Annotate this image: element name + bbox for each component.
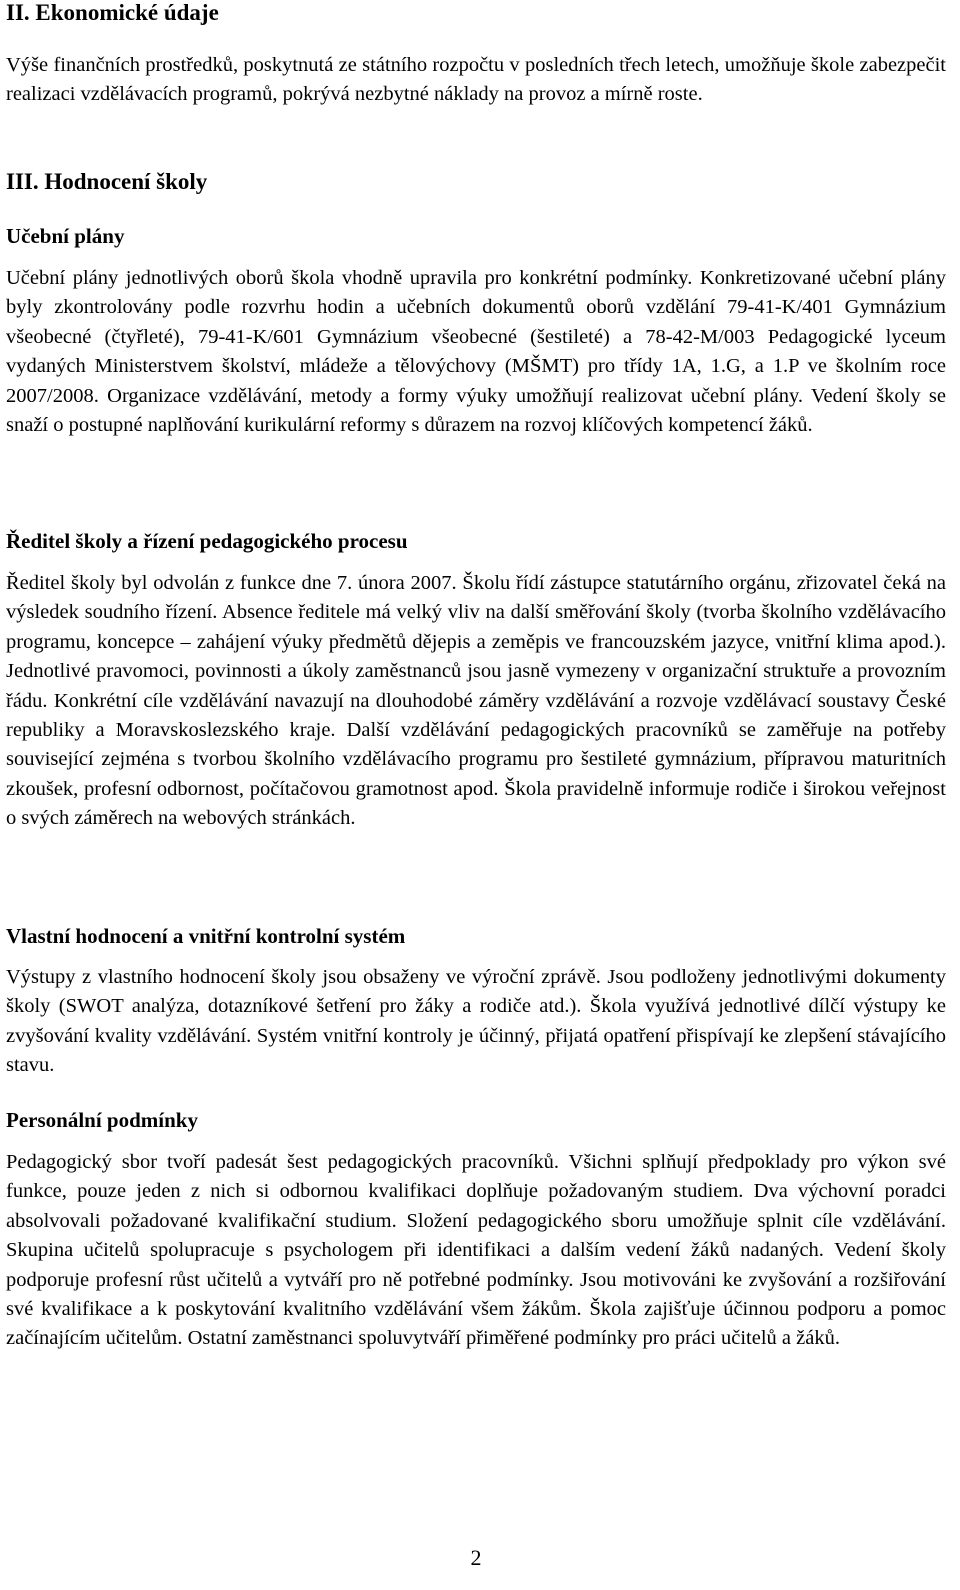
paragraph-curricula: Učební plány jednotlivých oborů škola vhodně upravila pro konkrétní podmínky. Konkretizované učební plány byly zkontrolovány podle rozvrhu hodin a učebních dokumentů oborů vzdělání 79-41-K/401 Gymnázium všeobecné (čtyřleté), 79-41-K/601 Gymnázium všeobecné (šestileté) a 78-42-M/003 Pedagogické lyceum vydaných Ministerstvem školství, mládeže a tělovýchovy (MŠMT) pro třídy 1A, 1.G, a 1.P ve školním roce 2007/2008. Organizace vzdělávání, metody a formy výuky umožňují realizovat učební plány. Vedení školy se snaží o postupné naplňování kurikulární reformy s důrazem na rozvoj klíčových kompetencí žáků. <box>6 267 946 437</box>
paragraph-director: Ředitel školy byl odvolán z funkce dne 7. února 2007. Školu řídí zástupce statutárního orgánu, zřizovatel čeká na výsledek soudního řízení. Absence ředitele má velký vliv na další směřování školy (tvorba školního vzdělávacího programu, koncepce – zahájení výuky předmětů dějepis a zeměpis ve francouzském jazyce, vnitřní klima apod.). Jednotlivé pravomoci, povinnosti a úkoly zaměstnanců jsou jasně vymezeny v organizační struktuře a provozním řádu. Konkrétní cíle vzdělávání navazují na dlouhodobé záměry vzdělávání a rozvoje vzdělávací soustavy České republiky a Moravskoslezského kraje. Další vzdělávání pedagogických pracovníků se zaměřuje na potřeby související zejména s tvorbou školního vzdělávacího programu pro šestileté gymnázium, přípravou maturitních zkoušek, profesní odbornost, počítačovou gramotnost apod. Škola pravidelně informuje rodiče i širokou veřejnost o svých záměrech na webových stránkách. <box>6 572 946 830</box>
section-heading-evaluation: III. Hodnocení školy <box>6 169 208 194</box>
subheading-self-evaluation: Vlastní hodnocení a vnitřní kontrolní systém <box>6 924 406 948</box>
paragraph-self-evaluation: Výstupy z vlastního hodnocení školy jsou obsaženy ve výroční zprávě. Jsou podloženy jednotlivými dokumenty školy (SWOT analýza, dotazníkové šetření pro žáky a rodiče atd.). Škola využívá jednotlivé dílčí výstupy ke zvyšování kvality vzdělávání. Systém vnitřní kontroly je účinný, přijatá opatření přispívají ke zlepšení stávajícího stavu. <box>6 966 946 1077</box>
section-heading-economic: II. Ekonomické údaje <box>6 0 219 25</box>
subheading-director: Ředitel školy a řízení pedagogického procesu <box>6 529 408 553</box>
paragraph-economic: Výše finančních prostředků, poskytnutá ze státního rozpočtu v posledních třech letech, umožňuje škole zabezpečit realizaci vzdělávacích programů, pokrývá nezbytné náklady na provoz a mírně roste. <box>6 54 946 106</box>
page-number: 2 <box>470 1545 482 1570</box>
subheading-curricula: Učební plány <box>6 224 125 248</box>
paragraph-personnel: Pedagogický sbor tvoří padesát šest pedagogických pracovníků. Všichni splňují předpoklady pro výkon své funkce, pouze jeden z nich si odbornou kvalifikaci doplňuje požadovaným studiem. Dva výchovní poradci absolvovali požadované kvalifikační studium. Složení pedagogického sboru umožňuje splnit cíle vzdělávání. Skupina učitelů spolupracuje s psychologem při identifikaci a dalším vedení žáků nadaných. Vedení školy podporuje profesní růst učitelů a vytváří pro ně potřebné podmínky. Jsou motivováni ke zvyšování a rozšiřování své kvalifikace a k poskytování kvalitního vzdělávání všem žákům. Škola zajišťuje účinnou podporu a pomoc začínajícím učitelům. Ostatní zaměstnanci spoluvytváří přiměřené podmínky pro práci učitelů a žáků. <box>6 1151 946 1350</box>
subheading-personnel: Personální podmínky <box>6 1108 198 1132</box>
